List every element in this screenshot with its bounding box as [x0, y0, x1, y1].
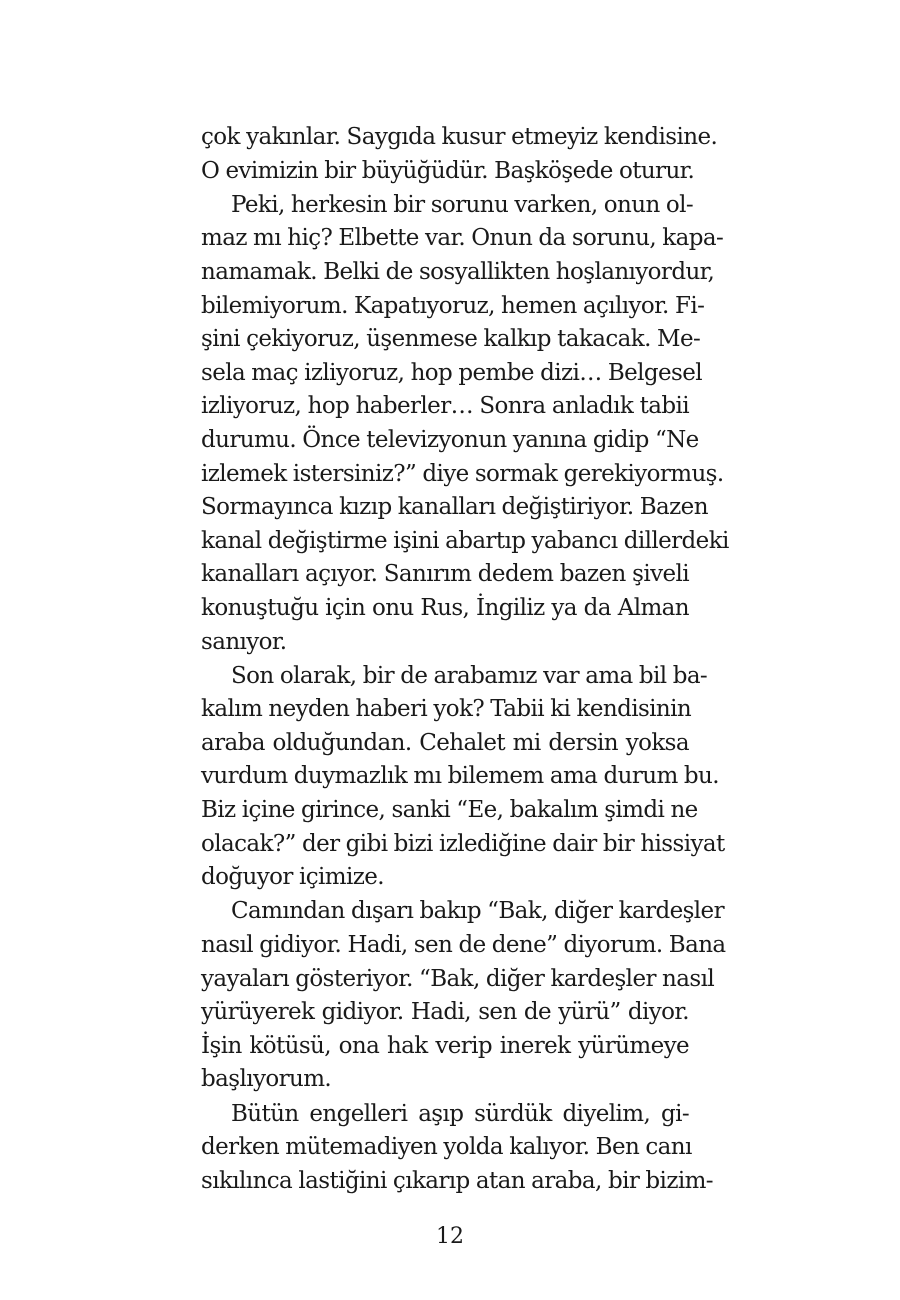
text-line: olacak?” der gibi bizi izlediğine dair bir hissiyat [201, 830, 725, 857]
text-line: çok yakınlar. Saygıda kusur etmeyiz kendisine. [201, 124, 718, 150]
text-line: yürüyerek gidiyor. Hadi, sen de yürü” diyor. [201, 999, 689, 1026]
text-line: sanıyor. [201, 628, 287, 655]
page-number: 12 [436, 1224, 464, 1249]
body-text [201, 121, 729, 1198]
text-line: sıkılınca lastiğini çıkarıp atan araba, bir bizim- [201, 1167, 713, 1194]
text-line: kanalları açıyor. Sanırım dedem bazen şiveli [201, 561, 689, 588]
text-line: namamak. Belki de sosyallikten hoşlanıyordur, [201, 258, 715, 285]
text-line: Sormayınca kızıp kanalları değiştiriyor. Bazen [201, 494, 708, 521]
text-line: bilemiyorum. Kapatıyoruz, hemen açılıyor. Fi- [201, 292, 705, 319]
text-line: nasıl gidiyor. Hadi, sen de dene” diyorum. Bana [201, 932, 726, 959]
text-line: maz mı hiç? Elbette var. Onun da sorunu, kapa- [201, 225, 724, 252]
text-line: Son olarak, bir de arabamız var ama bil ba- [231, 662, 708, 689]
text-line: yayaları gösteriyor. “Bak, diğer kardeşler nasıl [201, 965, 715, 992]
text-line: sela maç izliyoruz, hop pembe dizi… Belgesel [201, 359, 703, 386]
text-line: İşin kötüsü, ona hak verip inerek yürümeye [201, 1032, 689, 1059]
text-line: Peki, herkesin bir sorunu varken, onun ol- [231, 191, 694, 218]
text-line: Biz içine girince, sanki “Ee, bakalım şimdi ne [201, 797, 698, 824]
text-line: durumu. Önce televizyonun yanına gidip “Ne [201, 426, 699, 453]
paragraph [201, 121, 718, 188]
paragraph [201, 189, 729, 659]
text-line: O evimizin bir büyüğüdür. Başköşede oturur. [201, 157, 695, 184]
text-line: Camından dışarı bakıp “Bak, diğer kardeşler [231, 898, 724, 925]
text-line: izlemek istersiniz?” diye sormak gerekiyormuş. [201, 460, 724, 487]
text-line: başlıyorum. [201, 1066, 332, 1093]
text-line: vurdum duymazlık mı bilemem ama durum bu. [201, 763, 719, 790]
text-line: konuştuğu için onu Rus, İngiliz ya da Alman [201, 594, 689, 621]
text-line: kanal değiştirme işini abartıp yabancı dillerdeki [201, 527, 729, 554]
text-line: izliyoruz, hop haberler… Sonra anladık tabii [201, 393, 689, 420]
text-line: kalım neyden haberi yok? Tabii ki kendisinin [201, 696, 692, 723]
text-line: doğuyor içimize. [201, 864, 384, 891]
text-line: şini çekiyoruz, üşenmese kalkıp takacak. Me- [201, 326, 701, 353]
paragraph [201, 660, 725, 895]
text-line: derken mütemadiyen yolda kalıyor. Ben canı [201, 1134, 692, 1161]
paragraph [201, 1098, 713, 1199]
text-line: araba olduğundan. Cehalet mi dersin yoksa [201, 729, 689, 756]
paragraph [201, 895, 726, 1097]
text-line: Bütün engelleri aşıp sürdük diyelim, gi- [231, 1100, 689, 1127]
